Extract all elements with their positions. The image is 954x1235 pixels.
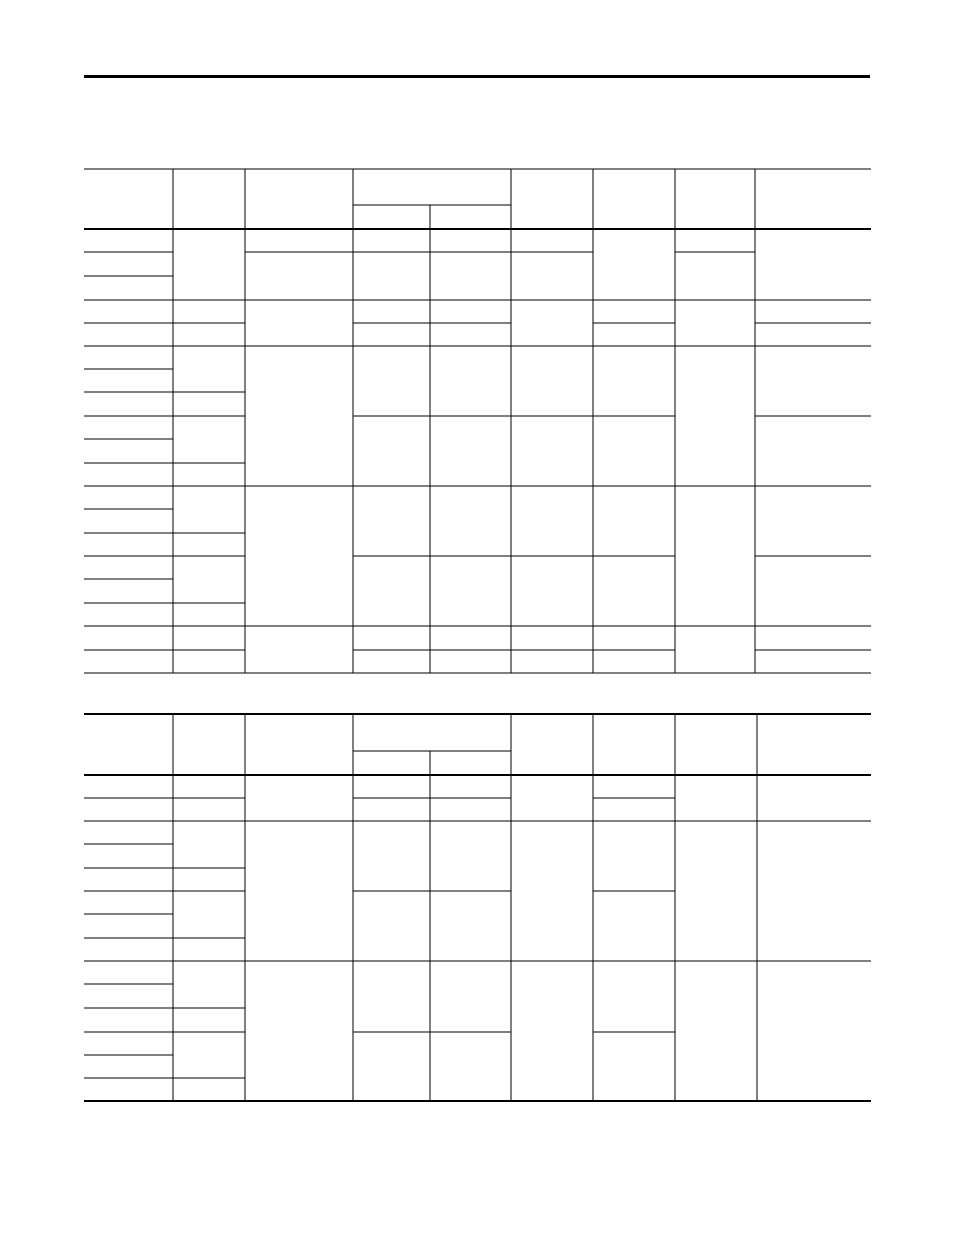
table-1 bbox=[84, 169, 871, 673]
table-2 bbox=[84, 714, 871, 1101]
